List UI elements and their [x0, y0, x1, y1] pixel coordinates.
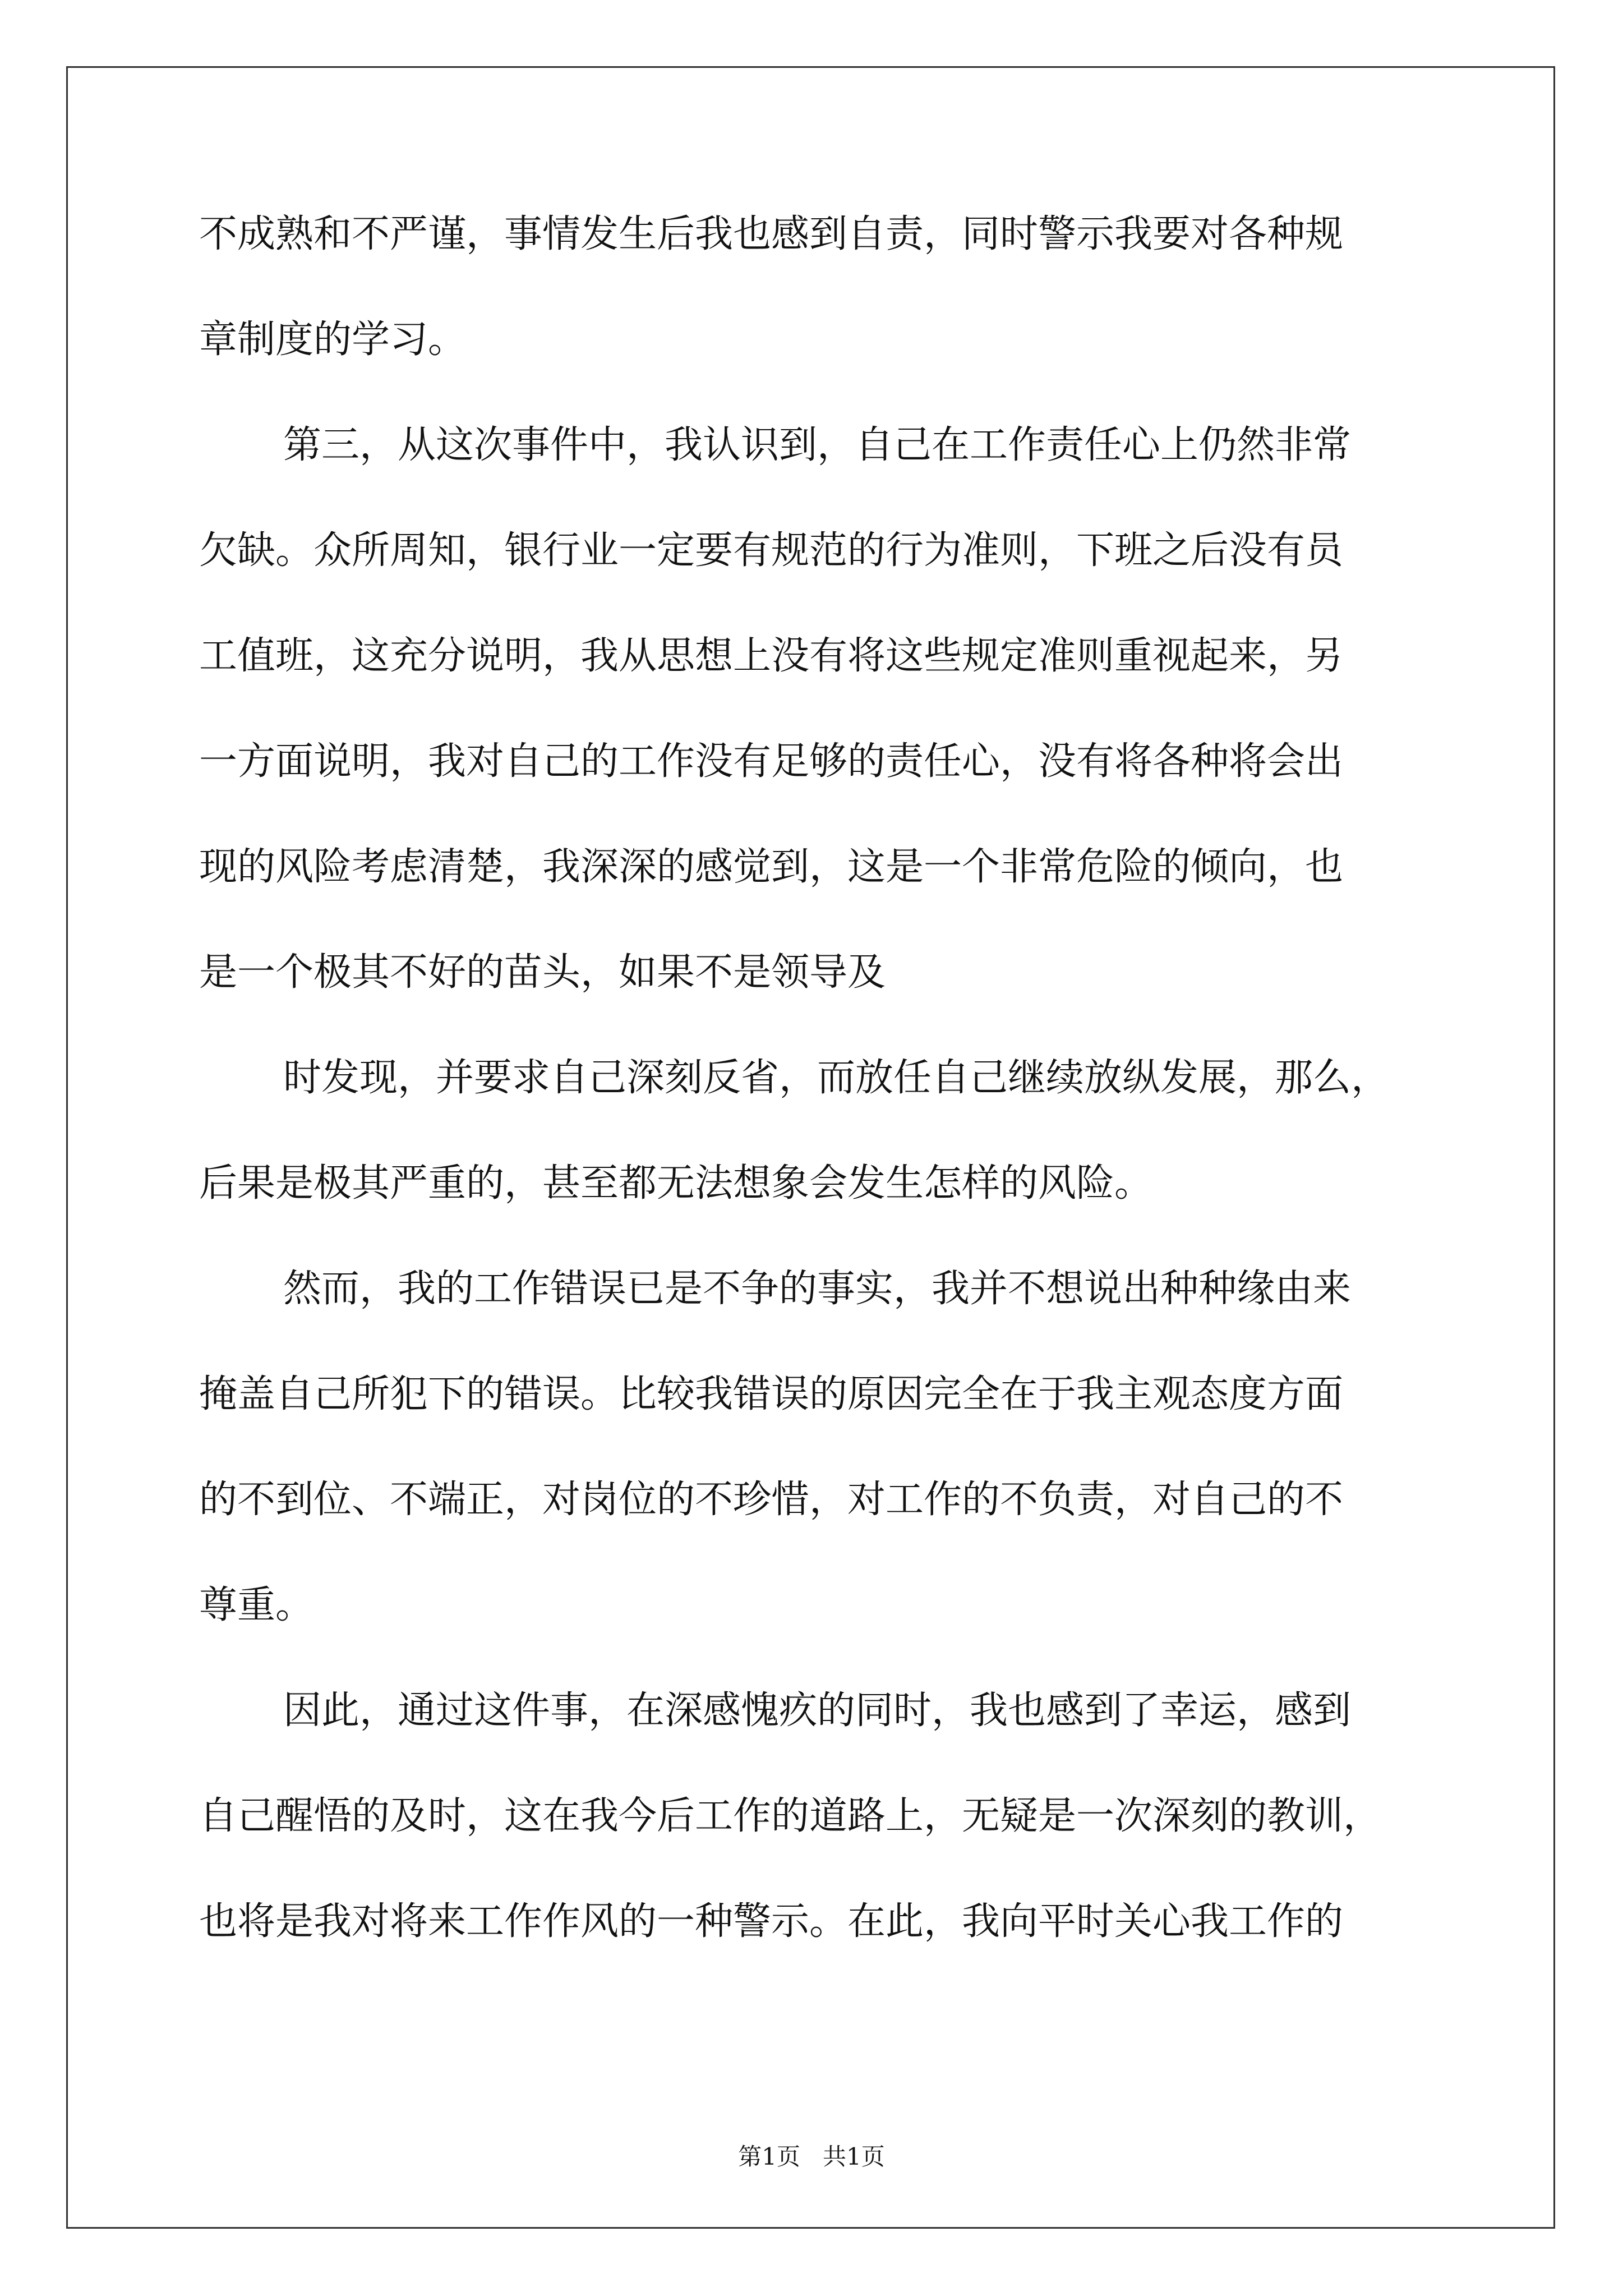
page-number: 第1页 [738, 2143, 800, 2170]
text-line: 一方面说明，我对自己的工作没有足够的责任心，没有将各种将会出 [199, 739, 1344, 784]
text-line: 因此，通过这件事，在深感愧疚的同时，我也感到了幸运，感到 [283, 1688, 1352, 1733]
text-line: 章制度的学习。 [199, 318, 467, 362]
text-line: 是一个极其不好的苗头，如果不是领导及 [199, 950, 886, 995]
text-line: 尊重。 [199, 1583, 314, 1627]
text-line: 现的风险考虑清楚，我深深的感觉到，这是一个非常危险的倾向，也 [199, 845, 1344, 889]
text-line: 不成熟和不严谨，事情发生后我也感到自责，同时警示我要对各种规 [199, 212, 1344, 256]
text-line: 后果是极其严重的，甚至都无法想象会发生怎样的风险。 [199, 1161, 1153, 1205]
text-line: 工值班，这充分说明，我从思想上没有将这些规定准则重视起来，另 [199, 634, 1344, 678]
document-body [199, 206, 1433, 1999]
text-line: 自己醒悟的及时，这在我今后工作的道路上，无疑是一次深刻的教训， [199, 1794, 1382, 1838]
text-line: 也将是我对将来工作作风的一种警示。在此，我向平时关心我工作的 [199, 1899, 1344, 1944]
page-total: 共1页 [823, 2143, 885, 2170]
text-line: 然而，我的工作错误已是不争的事实，我并不想说出种种缘由来 [283, 1267, 1352, 1311]
text-line: 的不到位、不端正，对岗位的不珍惜，对工作的不负责，对自己的不 [199, 1478, 1344, 1522]
text-line: 第三，从这次事件中，我认识到，自己在工作责任心上仍然非常 [283, 423, 1352, 467]
text-line: 时发现，并要求自己深刻反省，而放任自己继续放纵发展，那么， [283, 1056, 1390, 1100]
page-footer [0, 2138, 1623, 2172]
text-line: 欠缺。众所周知，银行业一定要有规范的行为准则，下班之后没有员 [199, 528, 1344, 573]
text-line: 掩盖自己所犯下的错误。比较我错误的原因完全在于我主观态度方面 [199, 1372, 1344, 1416]
